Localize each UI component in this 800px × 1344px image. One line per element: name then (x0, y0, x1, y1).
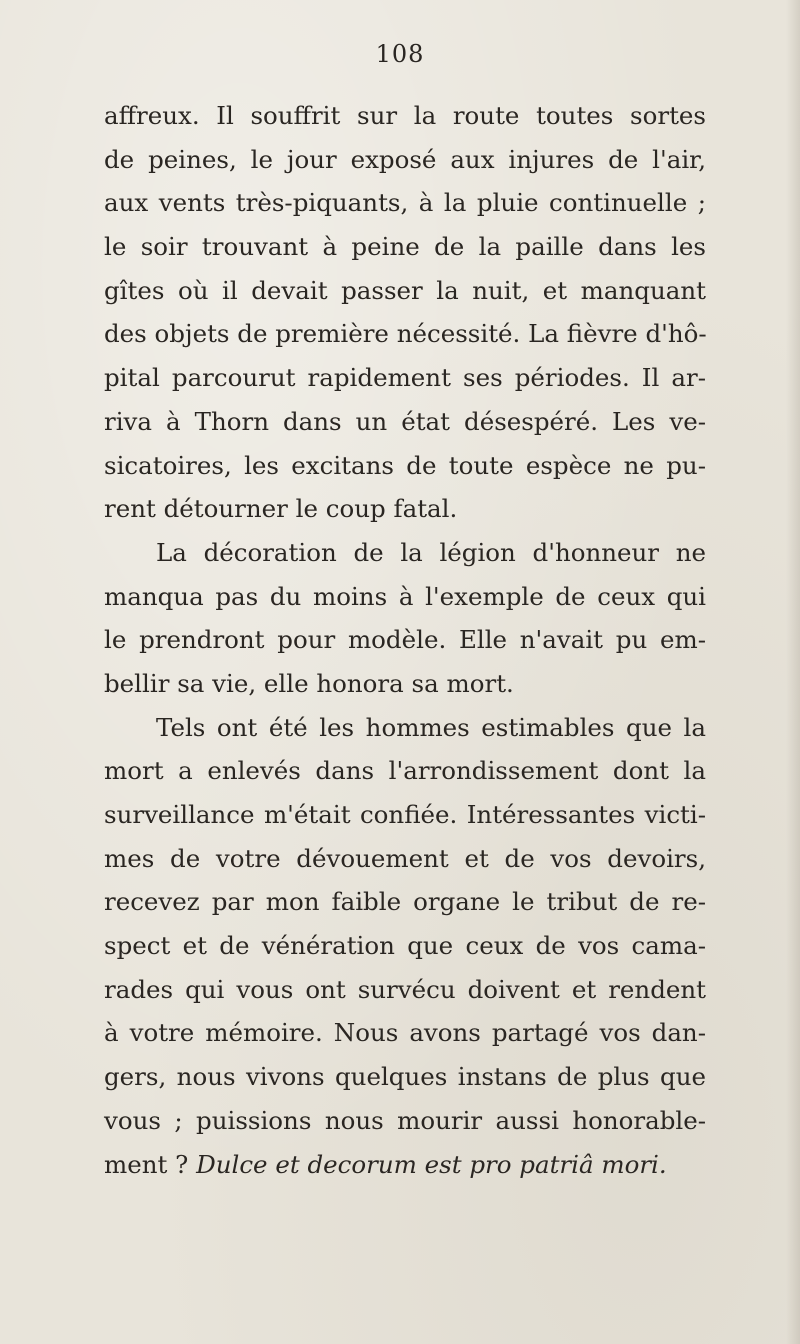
text-line: recevez par mon faible organe le tribut de re- (104, 887, 706, 917)
page-number: 108 (375, 40, 425, 68)
text-line: pital parcourut rapidement ses périodes. Il ar- (104, 363, 706, 393)
text-line: des objets de première nécessité. La fièvre d'hô- (104, 319, 707, 349)
text-line: le prendront pour modèle. Elle n'avait pu em- (104, 625, 706, 655)
text-line: bellir sa vie, elle honora sa mort. (104, 668, 514, 698)
latin-motto: Dulce et decorum est pro patriâ mori. (196, 1149, 667, 1179)
text-line: Tels ont été les hommes estimables que la (156, 712, 706, 742)
text-line: spect et de vénération que ceux de vos cama- (104, 931, 706, 961)
text-line: riva à Thorn dans un état désespéré. Les ve- (104, 406, 706, 436)
text-line: aux vents très-piquants, à la pluie continuelle ; (104, 188, 706, 218)
text-line: rades qui vous ont survécu doivent et rendent (104, 974, 706, 1004)
text-line: le soir trouvant à peine de la paille dans les (104, 232, 706, 262)
text-line: mort a enlevés dans l'arrondissement dont la (104, 756, 706, 786)
text-line: affreux. Il souffrit sur la route toutes sortes (104, 101, 706, 130)
text-line: vous ; puissions nous mourir aussi honorable- (104, 1105, 706, 1135)
final-line-prefix: ment ? (104, 1149, 197, 1179)
text-line: La décoration de la légion d'honneur ne (156, 537, 706, 567)
body-text (104, 94, 706, 1186)
text-line: sicatoires, les excitans de toute espèce ne pu- (104, 450, 706, 480)
text-line: gers, nous vivons quelques instans de plus que (104, 1062, 706, 1092)
text-line: de peines, le jour exposé aux injures de l'air, (104, 144, 706, 174)
text-line: manqua pas du moins à l'exemple de ceux qui (104, 581, 706, 611)
text-line: rent détourner le coup fatal. (104, 494, 458, 524)
text-line: mes de votre dévouement et de vos devoirs, (104, 843, 706, 873)
text-line: à votre mémoire. Nous avons partagé vos dan- (104, 1018, 706, 1048)
text-line: surveillance m'était confiée. Intéressantes victi- (104, 800, 706, 829)
final-text-line (104, 1143, 706, 1187)
text-line: gîtes où il devait passer la nuit, et manquant (104, 275, 706, 305)
